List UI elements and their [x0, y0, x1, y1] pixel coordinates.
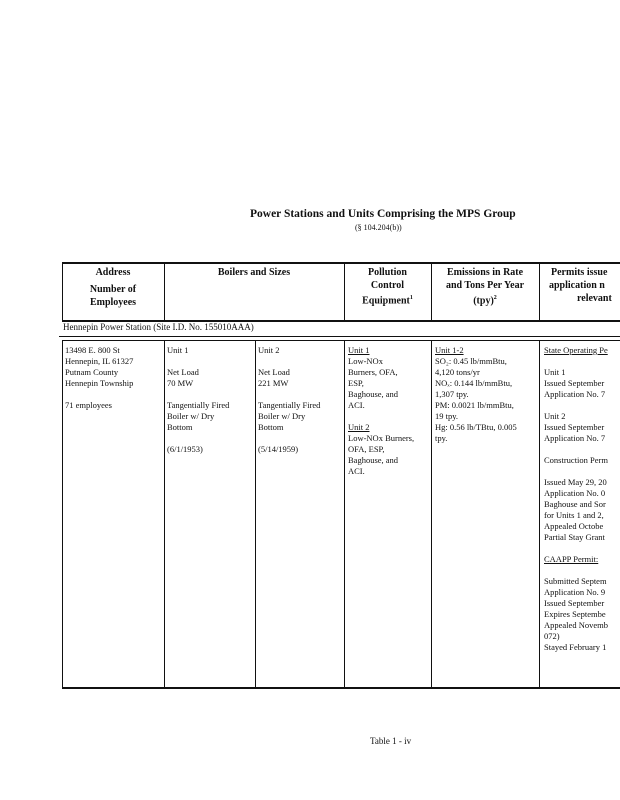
header-emissions-line3: (tpy) — [473, 295, 494, 307]
address-county: Putnam County — [65, 367, 119, 377]
permits-line16: Issued September — [544, 598, 605, 608]
permits-line20: Stayed February 1 — [544, 642, 607, 652]
header-emissions-footnote: 2 — [493, 295, 497, 301]
unit2-type-line3: Bottom — [258, 422, 284, 432]
permits-state-label: State Operating Pe — [544, 345, 608, 355]
pollution-unit2-line3: Baghouse, and — [348, 455, 399, 465]
grid-line — [539, 340, 540, 688]
header-pollution — [344, 264, 431, 320]
permits-line17: Expires Septembe — [544, 609, 606, 619]
unit2-name: Unit 2 — [258, 345, 280, 355]
emissions-units-label: Unit 1-2 — [435, 345, 464, 355]
permits-line9: Application No. 0 — [544, 488, 606, 498]
grid-line — [164, 262, 165, 320]
header-permits-line1: Permits issue — [551, 267, 608, 278]
station-name: Hennepin Power Station (Site I.D. No. 155010AAA) — [63, 322, 254, 332]
grid-line — [62, 340, 63, 688]
unit1-type-line3: Bottom — [167, 422, 193, 432]
header-address-line2: Number of — [89, 284, 137, 295]
pollution-unit1-label: Unit 1 — [348, 345, 370, 355]
unit1-date: (6/1/1953) — [167, 444, 203, 454]
unit1-type-line1: Tangentially Fired — [167, 400, 230, 410]
header-boilers — [164, 264, 344, 320]
unit2-cell — [258, 345, 344, 455]
pollution-unit2-line4: ACI. — [348, 466, 365, 476]
permits-line6: Application No. 7 — [544, 433, 606, 443]
address-cell — [65, 345, 163, 411]
permits-line15: Application No. 9 — [544, 587, 606, 597]
unit1-cell — [167, 345, 255, 455]
permits-line8: Issued May 29, 20 — [544, 477, 607, 487]
permits-line2: Issued September — [544, 378, 605, 388]
permits-line19: 072) — [544, 631, 560, 641]
pollution-unit1-line5: ACI. — [348, 400, 365, 410]
unit2-load: Net Load — [258, 367, 290, 377]
emissions-line7: Hg: 0.56 lb/TBtu, 0.005 — [435, 422, 517, 432]
unit1-type-line2: Boiler w/ Dry — [167, 411, 215, 421]
page-subtitle: (§ 104.204(b)) — [355, 223, 402, 232]
unit2-date: (5/14/1959) — [258, 444, 299, 454]
pollution-unit1-line1: Low-NOx — [348, 356, 383, 366]
emissions-cell — [435, 345, 539, 444]
header-emissions-line1: Emissions in Rate — [446, 267, 524, 278]
header-pollution-footnote: 1 — [409, 295, 413, 301]
emissions-line4: 1,307 tpy. — [435, 389, 469, 399]
permits-line11: for Units 1 and 2, — [544, 510, 604, 520]
header-emissions — [431, 264, 539, 320]
unit2-type-line2: Boiler w/ Dry — [258, 411, 306, 421]
unit2-type-line1: Tangentially Fired — [258, 400, 321, 410]
header-pollution-line1: Pollution — [368, 267, 407, 278]
permits-line5: Issued September — [544, 422, 605, 432]
permits-line18: Appealed Novemb — [544, 620, 608, 630]
pollution-unit2-line2: OFA, ESP, — [348, 444, 385, 454]
unit1-name: Unit 1 — [167, 345, 189, 355]
permits-line13: Partial Stay Grant — [544, 532, 605, 542]
pollution-unit1-line4: Baghouse, and — [348, 389, 399, 399]
permits-caapp-label: CAAPP Permit: — [544, 554, 599, 564]
pollution-unit1-line2: Burners, OFA, — [348, 367, 398, 377]
header-boilers-text: Boilers and Sizes — [217, 267, 291, 278]
page-title: Power Stations and Units Comprising the MPS Group — [250, 208, 516, 220]
permits-line14: Submitted Septem — [544, 576, 607, 586]
header-pollution-line2: Control — [370, 280, 405, 291]
unit2-size: 221 MW — [258, 378, 289, 388]
unit1-size: 70 MW — [167, 378, 194, 388]
pollution-unit2-label: Unit 2 — [348, 422, 370, 432]
header-address — [62, 264, 164, 320]
emissions-line3: NOₓ: 0.144 lb/mmBtu, — [435, 378, 513, 388]
station-row — [59, 320, 620, 337]
address-city: Hennepin, IL 61327 — [65, 356, 134, 366]
address-township: Hennepin Township — [65, 378, 134, 388]
grid-line — [539, 262, 540, 320]
pollution-unit2-line1: Low-NOx Burners, — [348, 433, 415, 443]
emissions-line2: 4,120 tons/yr — [435, 367, 480, 377]
permits-line7: Construction Perm — [544, 455, 608, 465]
grid-line — [164, 340, 165, 688]
grid-line — [62, 262, 63, 320]
emissions-line5: PM: 0.0021 lb/mmBtu, — [435, 400, 514, 410]
grid-line — [431, 340, 432, 688]
unit1-load: Net Load — [167, 367, 199, 377]
header-emissions-line2: and Tons Per Year — [445, 280, 525, 291]
permits-cell — [544, 345, 620, 653]
table-row — [62, 340, 620, 689]
header-permits-line2: application n — [549, 280, 605, 291]
emissions-line6: 19 tpy. — [435, 411, 459, 421]
grid-line — [431, 262, 432, 320]
header-pollution-line3: Equipment — [362, 295, 410, 307]
permits-line3: Application No. 7 — [544, 389, 606, 399]
emissions-line8: tpy. — [435, 433, 448, 443]
grid-line — [344, 340, 345, 688]
header-address-line3: Employees — [89, 297, 137, 308]
pollution-unit1-line3: ESP, — [348, 378, 364, 388]
emissions-line1: SO₂: 0.45 lb/mmBtu, — [435, 356, 507, 366]
header-permits-line3: relevant — [577, 293, 612, 304]
table-header-row — [62, 262, 620, 322]
header-permits — [539, 264, 620, 320]
header-address-line1: Address — [95, 267, 131, 278]
grid-line — [344, 262, 345, 320]
address-employees: 71 employees — [65, 400, 112, 410]
page-footer: Table 1 - iv — [370, 736, 412, 746]
pollution-cell — [348, 345, 431, 477]
permits-line1: Unit 1 — [544, 367, 566, 377]
address-street: 13498 E. 800 St — [65, 345, 120, 355]
permits-line12: Appealed Octobe — [544, 521, 604, 531]
permits-line10: Baghouse and Sor — [544, 499, 606, 509]
grid-line — [255, 340, 256, 688]
permits-line4: Unit 2 — [544, 411, 566, 421]
